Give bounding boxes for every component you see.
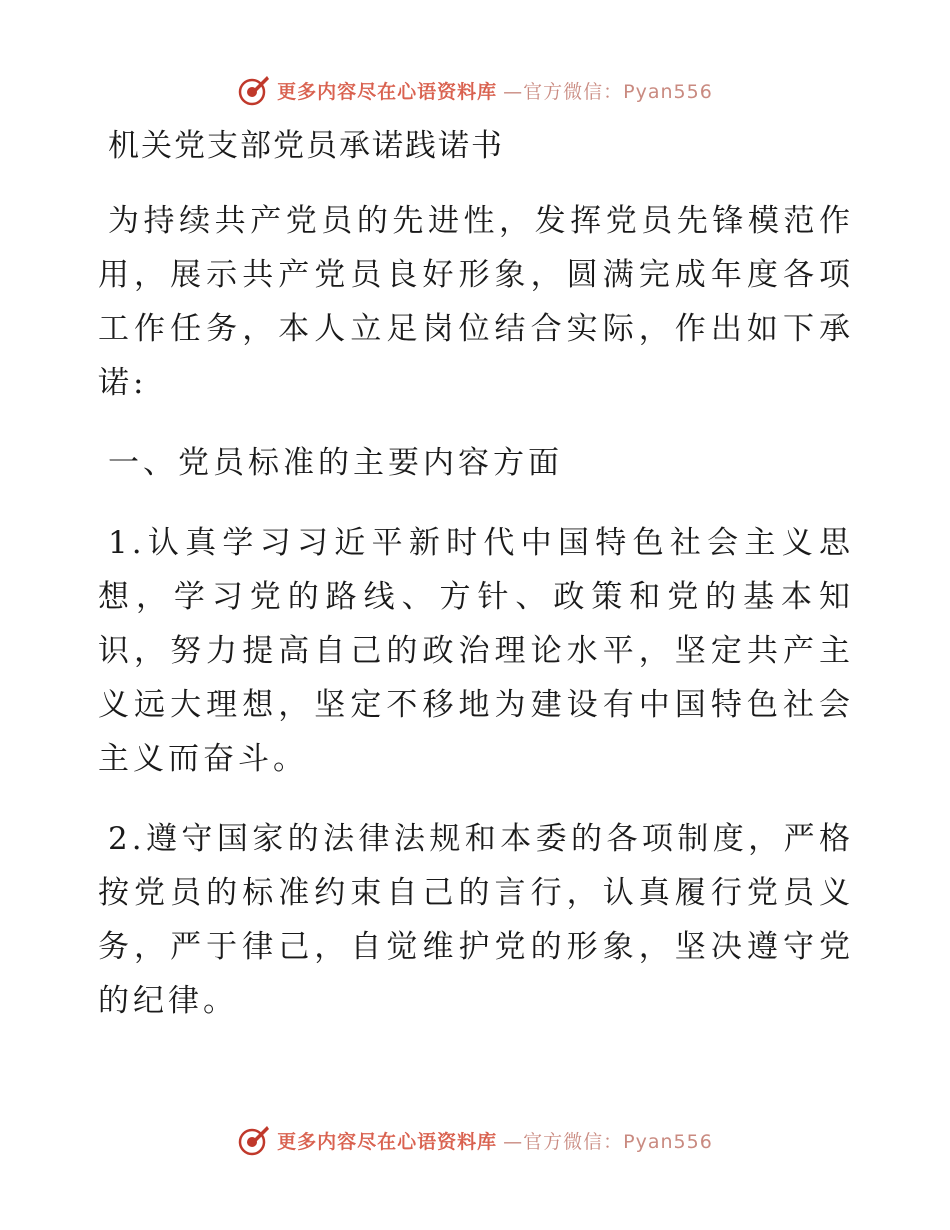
- quill-logo-icon: [237, 73, 271, 107]
- watermark-wechat-text: —官方微信：Pyan556: [503, 80, 713, 103]
- watermark-brand-text: 更多内容尽在心语资料库: [277, 1130, 498, 1153]
- quill-logo-icon: [237, 1123, 271, 1157]
- document-title: 机关党支部党员承诺践诺书: [108, 128, 504, 164]
- document-body: [98, 124, 854, 1028]
- section-heading: 一、党员标准的主要内容方面: [108, 445, 563, 481]
- list-item: 2.遵守国家的法律法规和本委的各项制度，严格按党员的标准约束自己的言行，认真履行党员义务，严于律己，自觉维护党的形象，坚决遵守党的纪律。: [98, 821, 854, 1019]
- watermark-brand-text: 更多内容尽在心语资料库: [277, 80, 498, 103]
- watermark-header: [0, 72, 950, 108]
- watermark-footer: [0, 1122, 950, 1158]
- watermark-wechat-text: —官方微信：Pyan556: [503, 1130, 713, 1153]
- intro-paragraph: 为持续共产党员的先进性，发挥党员先锋模范作用，展示共产党员良好形象，圆满完成年度各项工作任务，本人立足岗位结合实际，作出如下承诺:: [98, 203, 854, 401]
- list-item: 1.认真学习习近平新时代中国特色社会主义思想，学习党的路线、方针、政策和党的基本知识，努力提高自己的政治理论水平，坚定共产主义远大理想，坚定不移地为建设有中国特色社会主义而奋斗。: [98, 525, 854, 777]
